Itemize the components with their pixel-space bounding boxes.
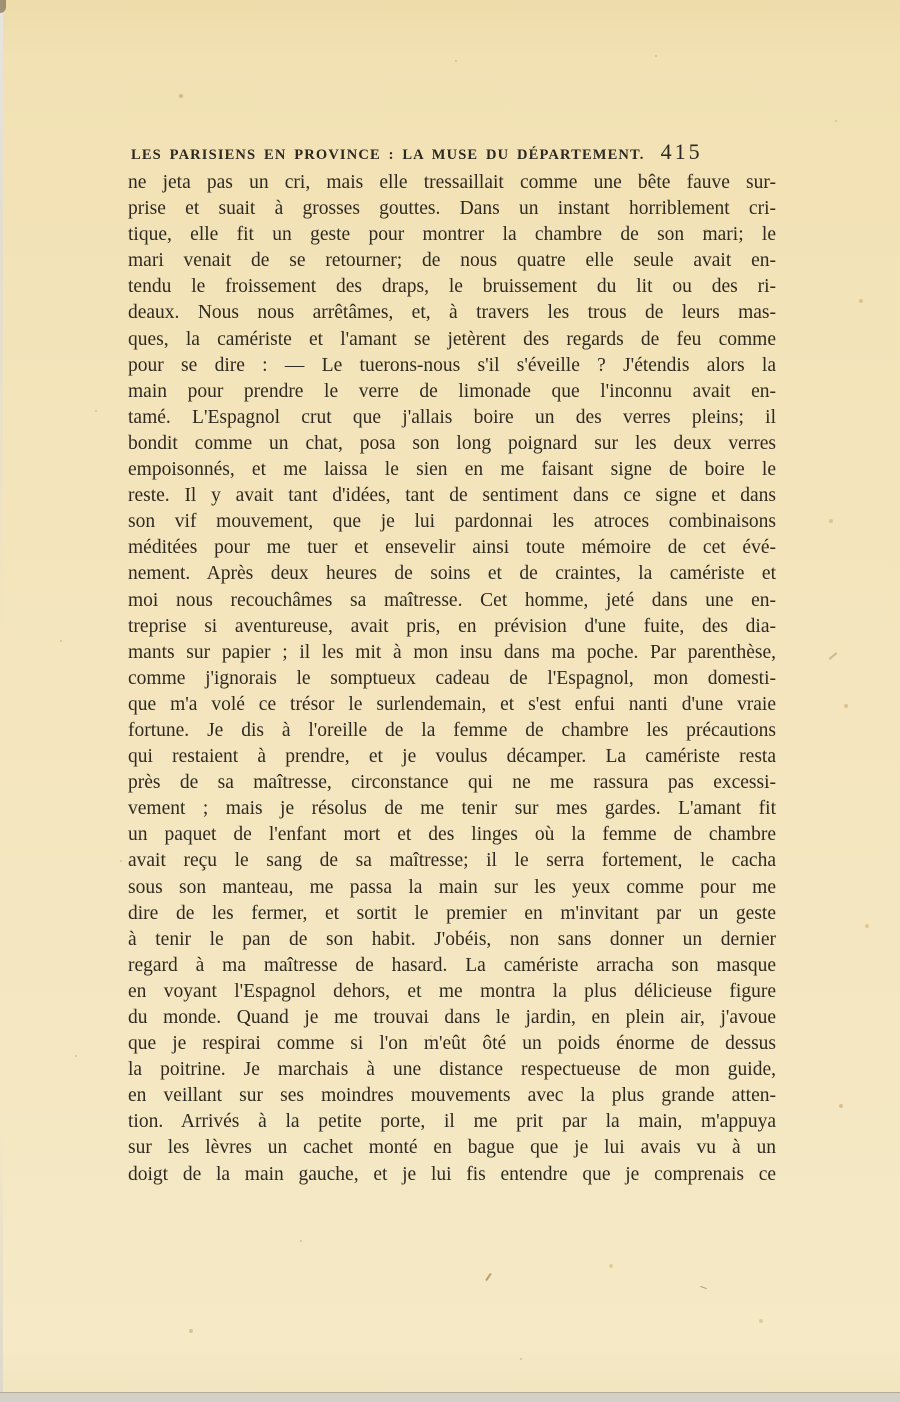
paper-texture-specks xyxy=(0,0,2,2)
running-title: LES PARISIENS EN PROVINCE : LA MUSE DU DÉPARTEMENT. xyxy=(131,147,645,163)
text-line: en veillant sur ses moindres mouvements avec la plus grande atten- xyxy=(128,1085,776,1107)
text-line: tendu le froissement des draps, le bruissement du lit ou des ri- xyxy=(128,276,776,298)
paper-fiber xyxy=(485,1273,492,1282)
page-number: 415 xyxy=(660,139,703,164)
page-header xyxy=(131,139,791,165)
text-line: qui restaient à prendre, et je voulus décamper. La camériste resta xyxy=(128,746,776,768)
text-line: du monde. Quand je me trouvai dans le jardin, en plein air, j'avoue xyxy=(128,1007,776,1028)
text-line: fortune. Je dis à l'oreille de la femme de chambre les précautions xyxy=(128,719,776,741)
text-line: méditées pour me tuer et ensevelir ainsi toute mémoire de cet évé- xyxy=(128,537,776,559)
text-line: doigt de la main gauche, et je lui fis entendre que je comprenais ce xyxy=(128,1163,776,1185)
text-line: que je respirai comme si l'on m'eût ôté un poids énorme de dessus xyxy=(128,1033,776,1055)
text-line: regard à ma maîtresse de hasard. La camériste arracha son masque xyxy=(128,954,776,976)
text-line: dire de les fermer, et sortit le premier en m'invitant par un geste xyxy=(128,902,776,924)
text-line: tamé. L'Espagnol crut que j'allais boire un des verres pleins; il xyxy=(128,406,776,428)
text-line: bondit comme un chat, posa son long poignard sur les deux verres xyxy=(128,432,776,454)
text-line: en voyant l'Espagnol dehors, et me montra la plus délicieuse figure xyxy=(128,980,776,1002)
text-line: main pour prendre le verre de limonade que l'inconnu avait en- xyxy=(128,380,776,402)
text-line: mants sur papier ; il les mit à mon insu dans ma poche. Par parenthèse, xyxy=(128,641,776,663)
paper-fiber xyxy=(829,652,838,660)
text-line: pour se dire : — Le tuerons-nous s'il s'éveille ? J'étendis alors la xyxy=(128,354,776,376)
text-line: ne jeta pas un cri, mais elle tressaillait comme une bête fauve sur- xyxy=(128,172,776,193)
text-line: la poitrine. Je marchais à une distance respectueuse de mon guide, xyxy=(128,1059,776,1081)
text-line: à tenir le pan de son habit. J'obéis, non sans donner un dernier xyxy=(128,928,776,950)
text-line: un paquet de l'enfant mort et des linges où la femme de chambre xyxy=(128,824,776,846)
text-line: sur les lèvres un cachet monté en bague que je lui avais vu à un xyxy=(128,1137,776,1159)
text-line: vement ; mais je résolus de me tenir sur mes gardes. L'amant fit xyxy=(128,798,776,820)
scan-left-edge xyxy=(0,0,3,1402)
text-line: empoisonnés, et me laissa le sien en me faisant signe de boire le xyxy=(128,459,776,481)
text-line: sous son manteau, me passa la main sur les yeux comme pour me xyxy=(128,876,776,898)
text-line: treprise si aventureuse, avait pris, en prévision d'une fuite, des dia- xyxy=(128,615,776,637)
text-line: nement. Après deux heures de soins et de craintes, la camériste et xyxy=(128,563,776,585)
text-line: comme j'ignorais le somptueux cadeau de l'Espagnol, mon domesti- xyxy=(128,667,776,689)
scan-bottom-edge xyxy=(0,1392,900,1402)
text-line: tique, elle fit un geste pour montrer la chambre de son mari; le xyxy=(128,224,776,246)
paper-fiber xyxy=(700,1286,707,1289)
text-line: reste. Il y avait tant d'idées, tant de sentiment dans ce signe et dans xyxy=(128,485,776,507)
text-line: son vif mouvement, que je lui pardonnai les atroces combinaisons xyxy=(128,511,776,533)
text-line: prise et suait à grosses gouttes. Dans un instant horriblement cri- xyxy=(128,198,776,220)
text-line: avait reçu le sang de sa maîtresse; il le serra fortement, le cacha xyxy=(128,850,776,872)
text-line: tion. Arrivés à la petite porte, il me prit par la main, m'appuya xyxy=(128,1111,776,1133)
body-text-block xyxy=(128,170,776,1188)
text-line: ques, la camériste et l'amant se jetèrent des regards de feu comme xyxy=(128,328,776,350)
text-line: moi nous recouchâmes sa maîtresse. Cet homme, jeté dans une en- xyxy=(128,589,776,611)
text-line: près de sa maîtresse, circonstance qui ne me rassura pas excessi- xyxy=(128,772,776,794)
text-line: que m'a volé ce trésor le surlendemain, et s'est enfui nanti d'une vraie xyxy=(128,693,776,715)
text-line: deaux. Nous nous arrêtâmes, et, à travers les trous de leurs mas- xyxy=(128,302,776,324)
text-line: mari venait de se retourner; de nous quatre elle seule avait en- xyxy=(128,250,776,272)
